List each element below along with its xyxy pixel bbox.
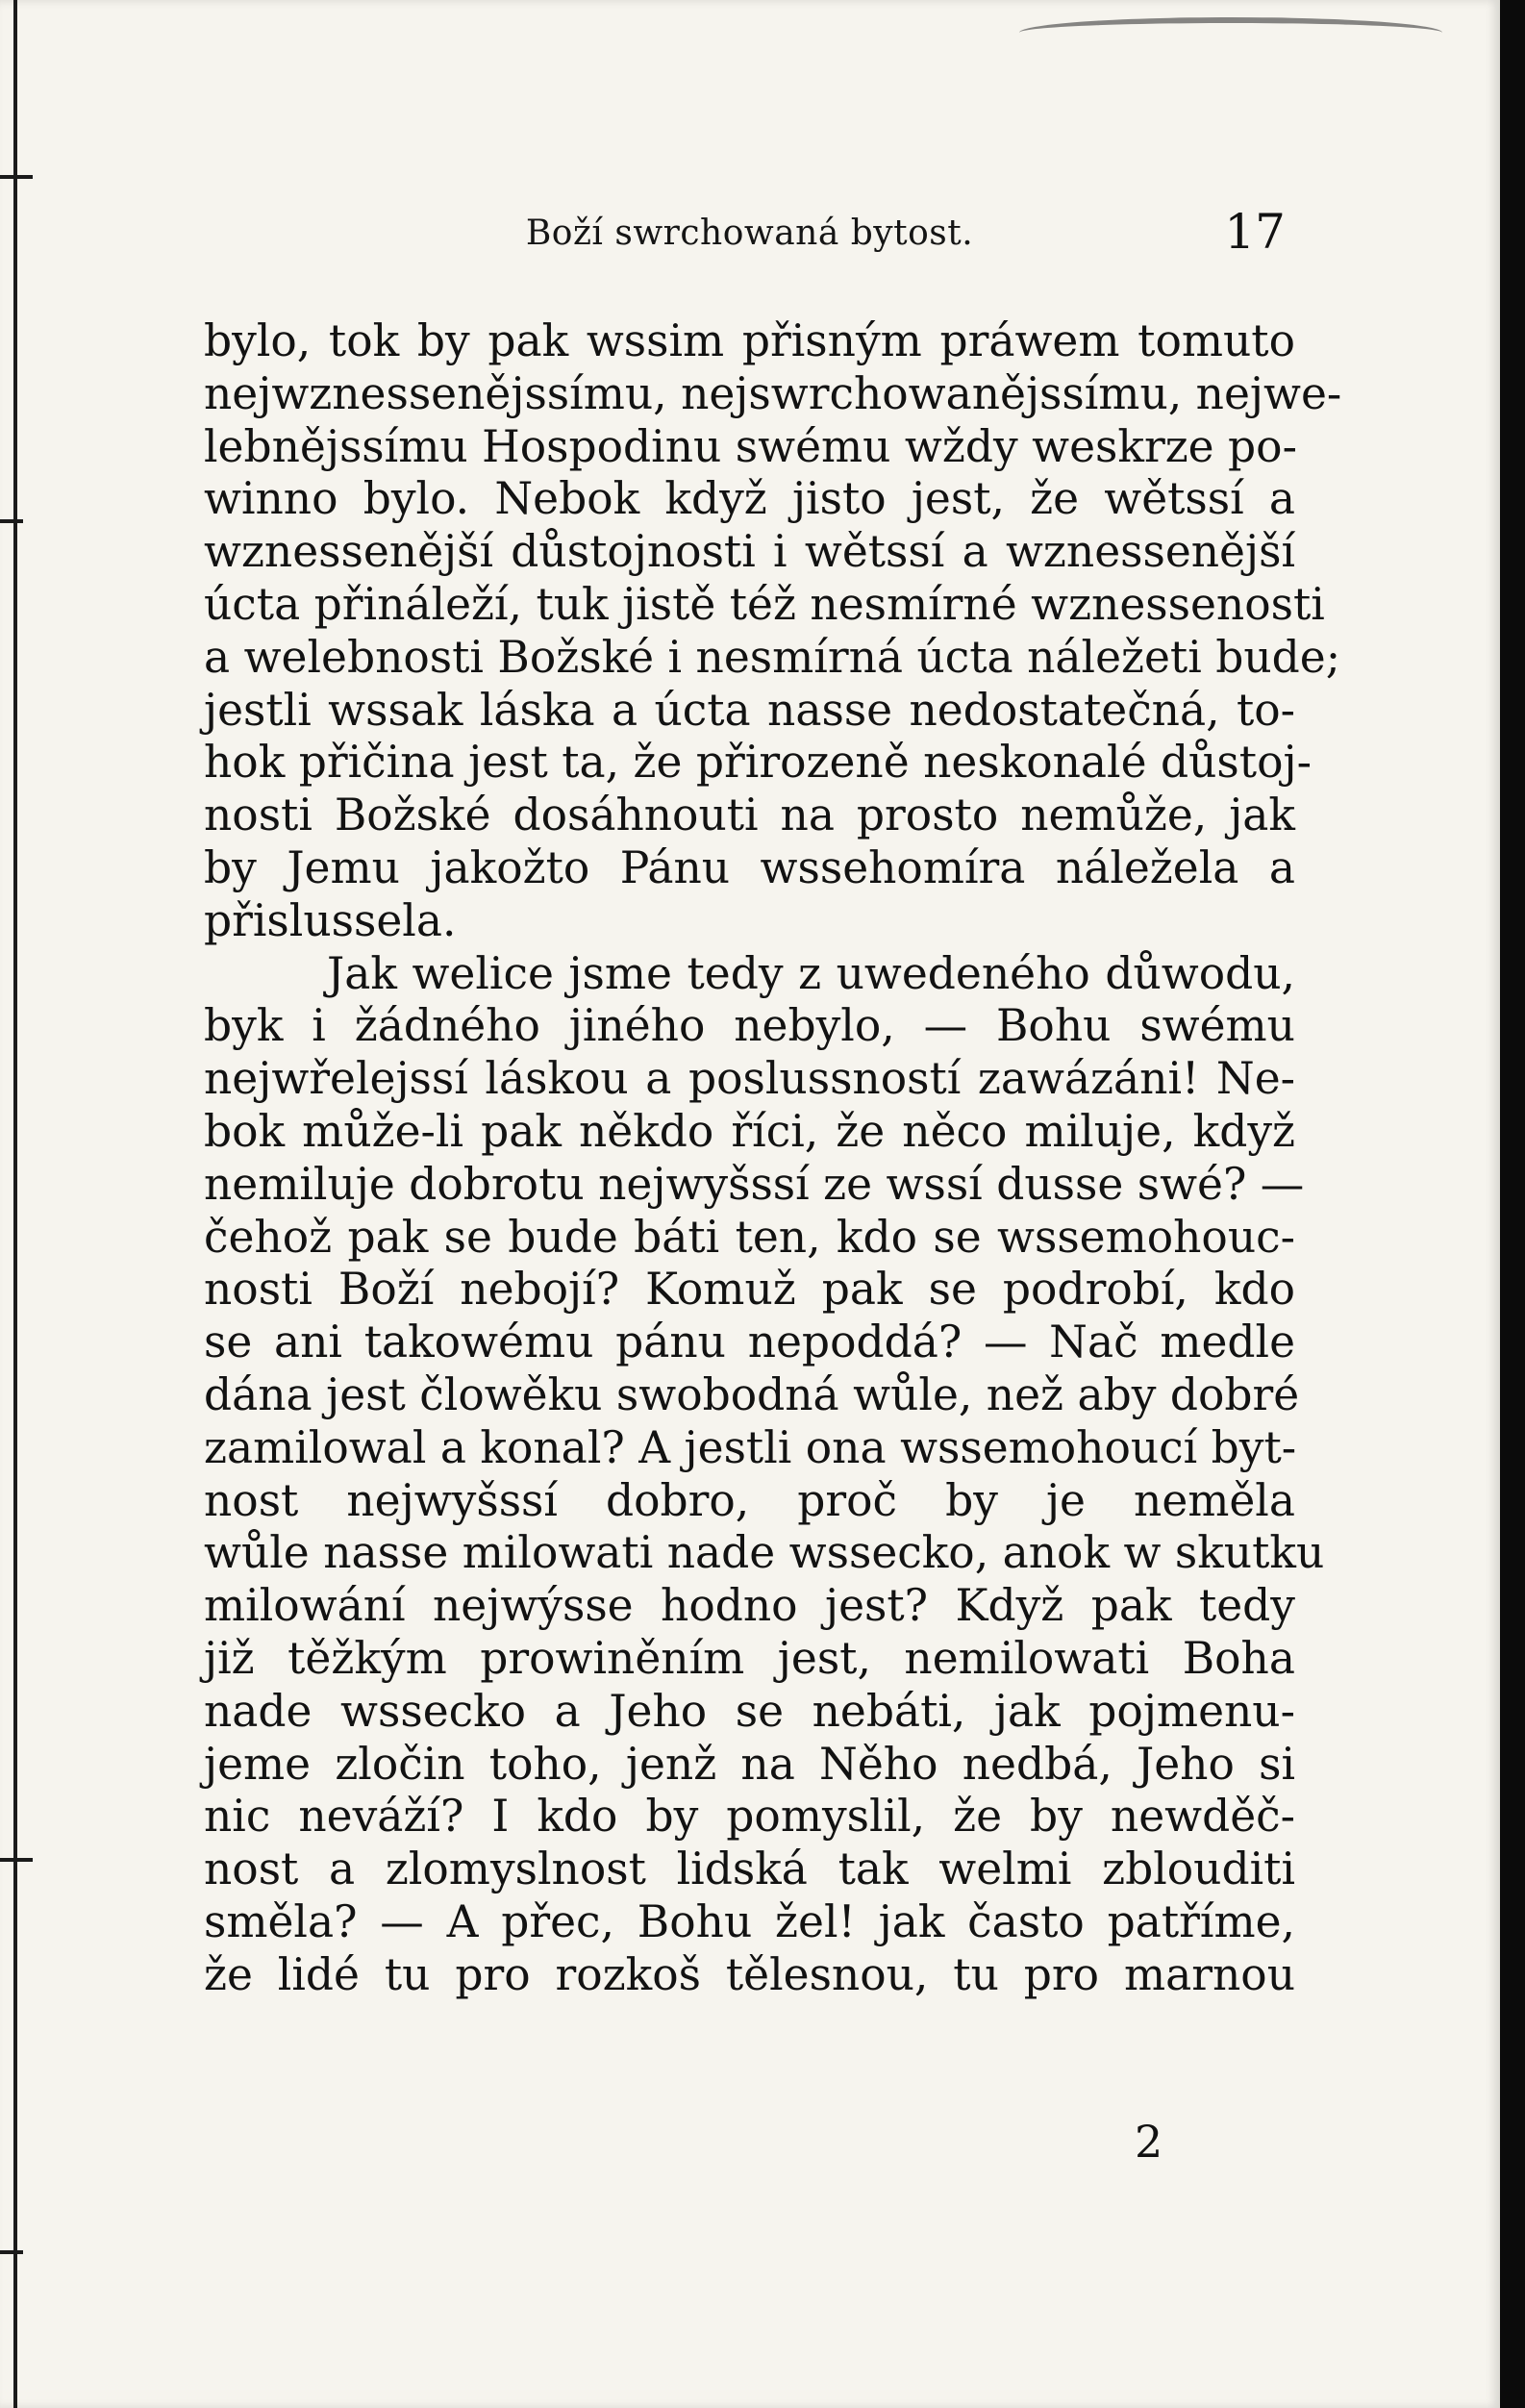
text-line: lebnějssímu Hospodinu swému wždy weskrze po- — [204, 420, 1297, 472]
body-text — [204, 315, 1342, 2002]
text-line: byk i žádného jiného nebylo, — Bohu swému — [204, 1000, 1295, 1052]
text-line: již těžkým prowiněním jest, nemilowati Boha — [204, 1632, 1295, 1684]
text-line: zamilowal a konal? A jestli ona wssemohoucí byt- — [204, 1421, 1297, 1473]
text-line: hok přičina jest ta, že přirozeně neskonalé důstoj- — [204, 737, 1312, 789]
text-line: jeme zločin toho, jenž na Něho nedbá, Jeho si — [204, 1738, 1295, 1790]
text-line: nejwznessenějssímu, nejswrchowanějssímu, nejwe- — [204, 367, 1342, 419]
text-line: přislussela. — [204, 894, 457, 946]
signature-mark: 2 — [1135, 2116, 1163, 2168]
text-line: úcta přináleží, tuk jistě též nesmírné wznessenosti — [204, 578, 1325, 630]
text-line: nic neváží? I kdo by pomyslil, že by newděč- — [204, 1791, 1295, 1843]
text-line: nost nejwyšssí dobro, proč by je neměla — [204, 1474, 1295, 1526]
text-line: dána jest člowěku swobodná wůle, než aby dobré — [204, 1368, 1300, 1420]
print-smudge — [1019, 17, 1442, 48]
text-line: nosti Boží nebojí? Komuž pak se podrobí, kdo — [204, 1264, 1295, 1316]
text-line: winno bylo. Nebok když jisto jest, že wětssí a — [204, 473, 1295, 525]
margin-tick — [0, 1858, 33, 1862]
text-line: nost a zlomyslnost lidská tak welmi zblouditi — [204, 1844, 1295, 1895]
text-line: bok může-li pak někdo říci, že něco miluje, když — [204, 1105, 1295, 1157]
text-line: milowání nejwýsse hodno jest? Když pak tedy — [204, 1580, 1295, 1632]
text-line: nade wssecko a Jeho se nebáti, jak pojmenu- — [204, 1685, 1295, 1737]
binding-rule — [13, 0, 17, 2408]
text-line: nosti Božské dosáhnouti na prosto nemůže, jak — [204, 790, 1295, 841]
text-line: nemiluje dobrotu nejwyšssí ze wssí dusse swé? — — [204, 1158, 1305, 1210]
text-line: se ani takowému pánu nepoddá? — Nač medle — [204, 1317, 1295, 1368]
margin-tick — [0, 2250, 23, 2254]
page-header — [204, 204, 1295, 271]
margin-tick — [0, 519, 23, 523]
text-line: by Jemu jakožto Pánu wssehomíra náležela a — [204, 841, 1295, 893]
text-line: čehož pak se bude báti ten, kdo se wssemohouc- — [204, 1211, 1295, 1263]
text-line: a welebnosti Božské i nesmírná úcta náležeti bude; — [204, 631, 1341, 683]
text-line: že lidé tu pro rozkoš tělesnou, tu pro marnou — [204, 1948, 1295, 2000]
running-head: Boží swrchowaná bytost. — [525, 213, 974, 253]
text-line: wznessenější důstojnosti i wětssí a wznessenější — [204, 526, 1295, 578]
text-line: jestli wssak láska a úcta nasse nedostatečná, to- — [204, 684, 1295, 736]
margin-tick — [0, 175, 33, 179]
page-number: 17 — [1224, 204, 1286, 260]
text-line: bylo, tok by pak wssim přisným práwem tomuto — [204, 315, 1295, 366]
text-line: wůle nasse milowati nade wssecko, anok w skutku — [204, 1527, 1325, 1579]
text-line: Jak welice jsme tedy z uwedeného důwodu, — [327, 947, 1295, 999]
text-line: nejwřelejssí láskou a poslussností zawázáni! Ne- — [204, 1053, 1295, 1105]
text-line: směla? — A přec, Bohu žel! jak často patříme, — [204, 1895, 1295, 1947]
